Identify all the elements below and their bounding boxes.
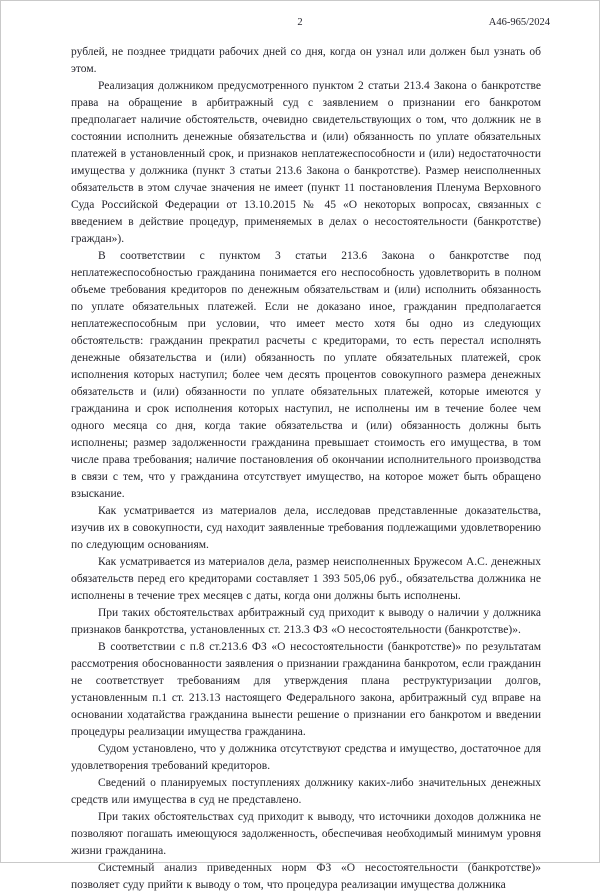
paragraph: При таких обстоятельствах суд приходит к выводу, что источники доходов должника не позволяют погашать имеющуюся задолженность, обеспечивая необходимый минимум уровня жизни гражданина. [71,811,541,857]
paragraph: Как усматривается из материалов дела, размер неисполненных Бружесом А.С. денежных обязательств перед его кредиторами составляет 1 393 505,06 руб., обязательства должника не исполнены в течение трех месяцев с даты, когда они должны быть исполнены. [71,556,541,602]
paragraph: Как усматривается из материалов дела, исследовав представленные доказательства, изучив их в совокупности, суд находит заявленные требования подлежащими удовлетворению по следующим основаниям. [71,505,541,551]
page-header [1,17,599,31]
document-body [71,44,541,894]
paragraph: рублей, не позднее тридцати рабочих дней со дня, когда он узнал или должен был узнать об этом. [71,46,541,75]
paragraph: При таких обстоятельствах арбитражный суд приходит к выводу о наличии у должника признаков банкротства, установленных ст. 213.3 ФЗ «О несостоятельности (банкротстве)». [71,607,541,636]
page-number: 2 [297,17,303,28]
paragraph: Системный анализ приведенных норм ФЗ «О несостоятельности (банкротстве)» позволяет суду прийти к выводу о том, что процедура реализации имущества должника [71,862,541,891]
paragraph: Судом установлено, что у должника отсутствуют средства и имущество, достаточное для удовлетворения требований кредиторов. [71,743,541,772]
paragraph: В соответствии с п.8 ст.213.6 ФЗ «О несостоятельности (банкротстве)» по результатам рассмотрения обоснованности заявления о признании гражданина банкротом, если гражданин не соответствует требованиям для утверждения плана реструктуризации долгов, установленным п.1 ст. 213.13 настоящего Федерального закона, арбитражный суд вправе на основании ходатайства гражданина вынести решение о признании его банкротом и введении процедуры реализации имущества гражданина. [71,641,541,738]
paragraph: Реализация должником предусмотренного пунктом 2 статьи 213.4 Закона о банкротстве права на обращение в арбитражный суд с заявлением о признании его банкротом предполагает наличие обстоятельств, очевидно свидетельствующих о том, что должник не в состоянии исполнить денежные обязательства и (или) обязанность по уплате обязательных платежей в установленный срок, и признаков неплатежеспособности и (или) недостаточности имущества у должника (пункт 3 статьи 213.6 Закона о банкротстве). Размер неисполненных обязательств в этом случае значения не имеет (пункт 11 постановления Пленума Верховного Суда Российской Федерации от 13.10.2015 № 45 «О некоторых вопросах, связанных с введением в действие процедур, применяемых в делах о несостоятельности (банкротстве) граждан»). [71,80,541,245]
paragraph: В соответствии с пунктом 3 статьи 213.6 Закона о банкротстве под неплатежеспособностью гражданина понимается его неспособность удовлетворить в полном объеме требования кредиторов по денежным обязательствам и (или) исполнить обязанность по уплате обязательных платежей. Если не доказано иное, гражданин предполагается неплатежеспособным при условии, что имеет место хотя бы одно из следующих обстоятельств: гражданин прекратил расчеты с кредиторами, то есть перестал исполнять денежные обязательства и (или) обязанность по уплате обязательных платежей, срок исполнения которых наступил; более чем десять процентов совокупного размера денежных обязательств и (или) обязанности по уплате обязательных платежей, которые имеются у гражданина и срок исполнения которых наступил, не исполнены им в течение более чем одного месяца со дня, когда такие обязательства и (или) обязанность должны быть исполнены; размер задолженности гражданина превышает стоимость его имущества, в том числе права требования; наличие постановления об окончании исполнительного производства в связи с тем, что у гражданина отсутствует имущество, на которое может быть обращено взыскание. [71,250,541,500]
case-number: А46-965/2024 [488,17,550,28]
paragraph: Сведений о планируемых поступлениях должнику каких-либо значительных денежных средств или имущества в суд не представлено. [71,777,541,806]
